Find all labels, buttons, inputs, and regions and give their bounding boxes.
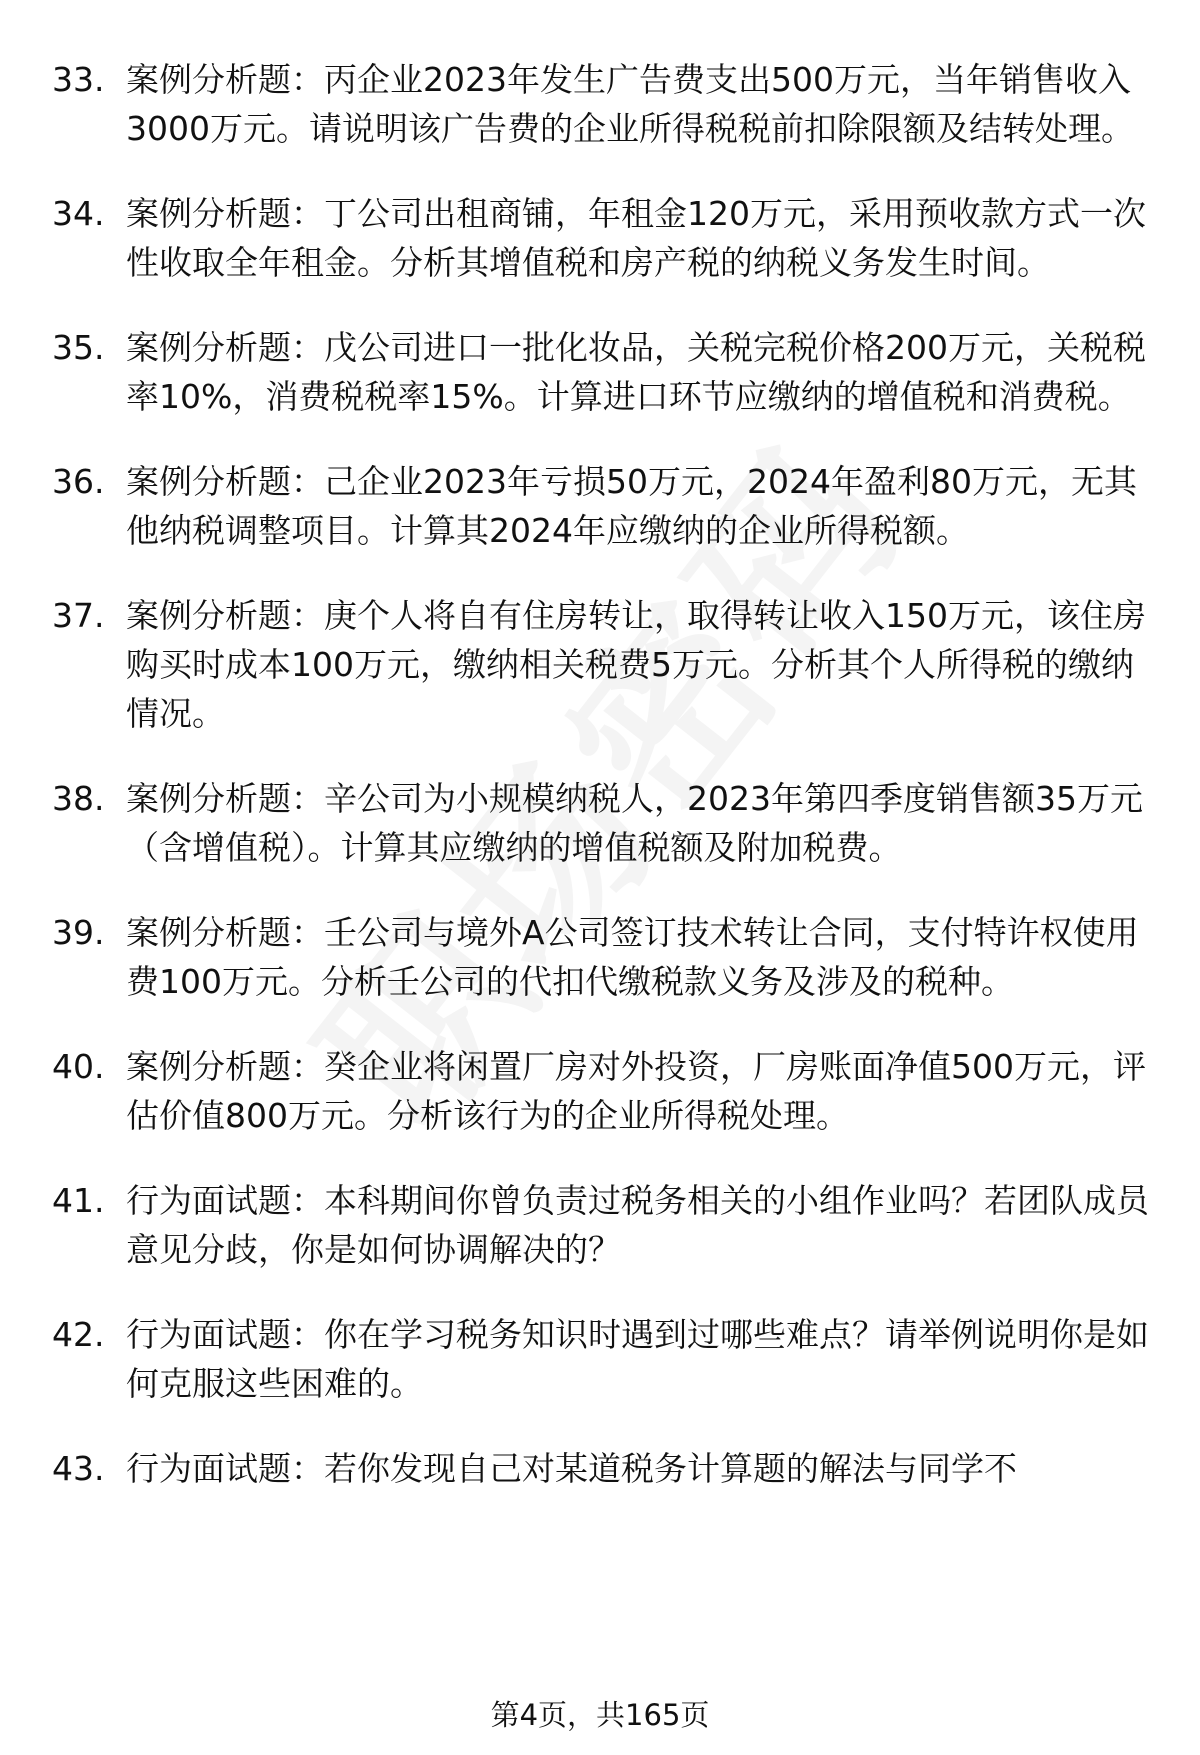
question-text: 行为面试题：你在学习税务知识时遇到过哪些难点？请举例说明你是如何克服这些困难的。 [126, 1315, 1149, 1403]
question-text: 案例分析题：丙企业2023年发生广告费支出500万元，当年销售收入3000万元。请说明该广告费的企业所得税税前扣除限额及结转处理。 [126, 60, 1134, 148]
question-text: 案例分析题：庚个人将自有住房转让，取得转让收入150万元，该住房购买时成本100万元，缴纳相关税费5万元。分析其个人所得税的缴纳情况。 [126, 596, 1146, 733]
question-text: 行为面试题：本科期间你曾负责过税务相关的小组作业吗？若团队成员意见分歧，你是如何协调解决的？ [126, 1181, 1149, 1269]
question-item [0, 457, 1200, 555]
question-list [0, 55, 1200, 1529]
question-text: 案例分析题：辛公司为小规模纳税人，2023年第四季度销售额35万元（含增值税）。计算其应缴纳的增值税额及附加税费。 [126, 779, 1143, 867]
question-text: 案例分析题：戊公司进口一批化妆品，关税完税价格200万元，关税税率10%，消费税税率15%。计算进口环节应缴纳的增值税和消费税。 [126, 328, 1146, 416]
page-number-footer: 第4页，共165页 [490, 1698, 710, 1732]
question-number: 43. [52, 1449, 105, 1488]
question-item [0, 774, 1200, 872]
question-item [0, 1176, 1200, 1274]
question-number: 35. [52, 328, 105, 367]
question-number: 34. [52, 194, 105, 233]
question-text: 案例分析题：癸企业将闲置厂房对外投资，厂房账面净值500万元，评估价值800万元。分析该行为的企业所得税处理。 [126, 1047, 1146, 1135]
question-item [0, 323, 1200, 421]
question-number: 33. [52, 60, 105, 99]
question-item [0, 189, 1200, 287]
question-number: 38. [52, 779, 105, 818]
question-item [0, 591, 1200, 738]
question-number: 36. [52, 462, 105, 501]
question-text: 案例分析题：壬公司与境外A公司签订技术转让合同，支付特许权使用费100万元。分析壬公司的代扣代缴税款义务及涉及的税种。 [126, 913, 1139, 1001]
question-text: 案例分析题：丁公司出租商铺，年租金120万元，采用预收款方式一次性收取全年租金。分析其增值税和房产税的纳税义务发生时间。 [126, 194, 1146, 282]
question-text: 案例分析题：己企业2023年亏损50万元，2024年盈利80万元，无其他纳税调整项目。计算其2024年应缴纳的企业所得税额。 [126, 462, 1137, 550]
question-number: 42. [52, 1315, 105, 1354]
question-item [0, 1444, 1200, 1493]
question-number: 41. [52, 1181, 105, 1220]
question-number: 40. [52, 1047, 105, 1086]
question-item [0, 908, 1200, 1006]
question-number: 37. [52, 596, 105, 635]
question-text: 行为面试题：若你发现自己对某道税务计算题的解法与同学不 [126, 1449, 1017, 1488]
question-number: 39. [52, 913, 105, 952]
question-item [0, 55, 1200, 153]
question-item [0, 1310, 1200, 1408]
question-item [0, 1042, 1200, 1140]
